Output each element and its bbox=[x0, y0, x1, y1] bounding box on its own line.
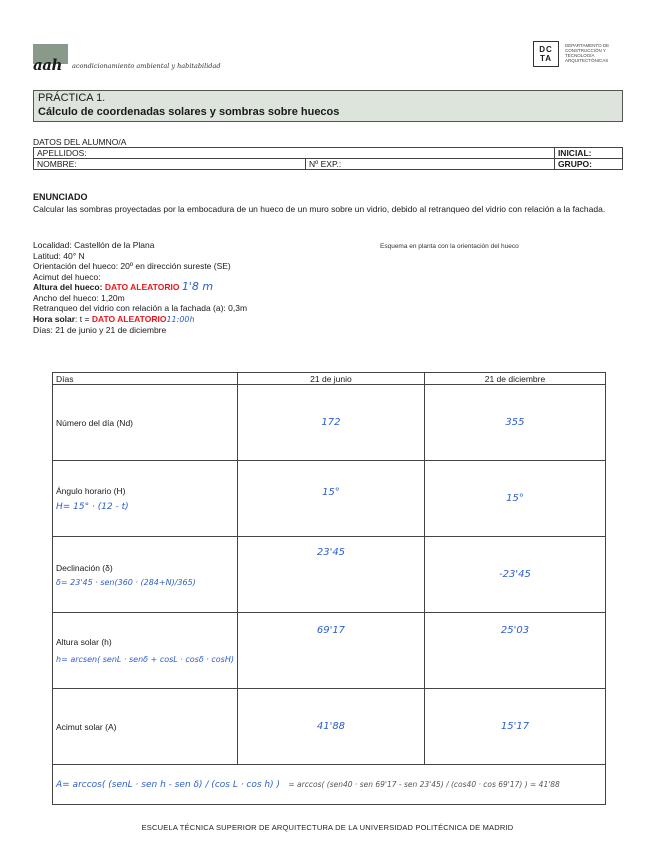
statement-title: ENUNCIADO bbox=[33, 192, 88, 202]
header-junio: 21 de junio bbox=[237, 373, 424, 385]
table-row bbox=[53, 689, 606, 765]
footer: ESCUELA TÉCNICA SUPERIOR DE ARQUITECTURA DE LA UNIVERSIDAD POLITÉCNICA DE MADRID bbox=[141, 823, 514, 832]
value-junio: 15° bbox=[237, 461, 424, 537]
formula-handwritten: h= arcsen( senL · senδ + cosL · cosδ · cosH) bbox=[56, 655, 234, 664]
latitud: Latitud: 40° N bbox=[33, 250, 85, 261]
row-label: Número del día (Nd) bbox=[53, 385, 238, 461]
value-diciembre: -23'45 bbox=[424, 537, 605, 613]
altura-random-data: DATO ALEATORIO bbox=[104, 282, 180, 292]
value-diciembre: 15° bbox=[424, 461, 605, 537]
practice-number: PRÁCTICA 1. bbox=[38, 92, 106, 104]
header-dias: Días bbox=[53, 373, 238, 385]
inicial-field[interactable]: INICIAL: bbox=[554, 148, 622, 159]
parameters-list bbox=[33, 240, 247, 336]
retranqueo: Retranqueo del vidrio con relación a la fachada (a): 0,3m bbox=[33, 303, 248, 313]
value-junio: 23'45 bbox=[237, 537, 424, 613]
header-diciembre: 21 de diciembre bbox=[424, 373, 605, 385]
value-junio: 69'17 bbox=[237, 613, 424, 689]
table-row bbox=[53, 765, 606, 805]
statement-text: Calcular las sombras proyectadas por la embocadura de un hueco de un muro sobre un vidrio, debido al retranqueo del vidrio con relación a la fachada. bbox=[33, 204, 606, 214]
formula-handwritten: H= 15° · (12 - t) bbox=[56, 501, 129, 512]
table-row bbox=[53, 461, 606, 537]
value-diciembre: 355 bbox=[424, 385, 605, 461]
value-diciembre: 15'17 bbox=[424, 689, 605, 765]
table-row bbox=[53, 613, 606, 689]
hora-solar: Hora solar: t = DATO ALEATORIO11:00h bbox=[33, 313, 195, 324]
dcta-logo: DC TA bbox=[533, 41, 559, 67]
student-data-title: DATOS DEL ALUMNO/A bbox=[33, 137, 127, 147]
acimut-formula-handwritten: A= arccos( (senL · sen h - sen δ) / (cos L · cos h) ) bbox=[56, 780, 281, 790]
aah-logo: aah bbox=[33, 56, 62, 74]
row-label: Declinación (δ) δ= 23'45 · sen(360 · (284+N)/365) bbox=[53, 537, 238, 613]
altura-hueco: Altura del hueco: DATO ALEATORIO 1'8 m bbox=[33, 280, 214, 293]
practice-title: Cálculo de coordenadas solares y sombras sobre huecos bbox=[38, 106, 340, 118]
student-data-table bbox=[33, 147, 623, 170]
hora-handwritten: 11:00h bbox=[166, 314, 195, 324]
localidad: Localidad: Castellón de la Plana bbox=[33, 240, 155, 250]
grupo-field[interactable]: GRUPO: bbox=[554, 159, 622, 170]
aah-tagline: acondicionamiento ambiental y habitabilidad bbox=[72, 62, 221, 70]
value-junio: 41'88 bbox=[237, 689, 424, 765]
hora-random-data: DATO ALEATORIO bbox=[91, 313, 167, 324]
apellidos-field[interactable]: APELLIDOS: bbox=[34, 148, 555, 159]
table-row bbox=[53, 385, 606, 461]
ancho-hueco: Ancho del hueco: 1,20m bbox=[33, 292, 125, 303]
table-row bbox=[53, 537, 606, 613]
orientacion: Orientación del hueco: 20º en dirección sureste (SE) bbox=[33, 261, 231, 271]
orientation-diagram-caption: Esquema en planta con la orientación del hueco bbox=[380, 243, 519, 250]
altura-handwritten: 1'8 m bbox=[181, 280, 214, 293]
value-junio: 172 bbox=[237, 385, 424, 461]
solar-coordinates-table bbox=[52, 372, 606, 805]
dept-name: DEPARTAMENTO DE CONSTRUCCIÓN Y TECNOLOGÍA ARQUITECTÓNICAS bbox=[565, 43, 610, 63]
row-label: Ángulo horario (H) H= 15° · (12 - t) bbox=[53, 461, 238, 537]
nexp-field[interactable]: Nº EXP.: bbox=[306, 159, 555, 170]
nombre-field[interactable]: NOMBRE: bbox=[34, 159, 306, 170]
value-diciembre: 25'03 bbox=[424, 613, 605, 689]
formula-handwritten: δ= 23'45 · sen(360 · (284+N)/365) bbox=[56, 577, 196, 587]
acimut-hueco: Acimut del hueco: bbox=[33, 271, 101, 282]
dias: Días: 21 de junio y 21 de diciembre bbox=[33, 325, 167, 335]
row-label: Altura solar (h) h= arcsen( senL · senδ + cosL · cosδ · cosH) bbox=[53, 613, 238, 689]
acimut-calc-handwritten: = arccos( (sen40 · sen 69'17 - sen 23'45) / (cos40 · cos 69'17) ) = 41'88 bbox=[288, 780, 560, 789]
row-label: Acimut solar (A) bbox=[53, 689, 238, 765]
acimut-formula-row bbox=[53, 765, 606, 805]
